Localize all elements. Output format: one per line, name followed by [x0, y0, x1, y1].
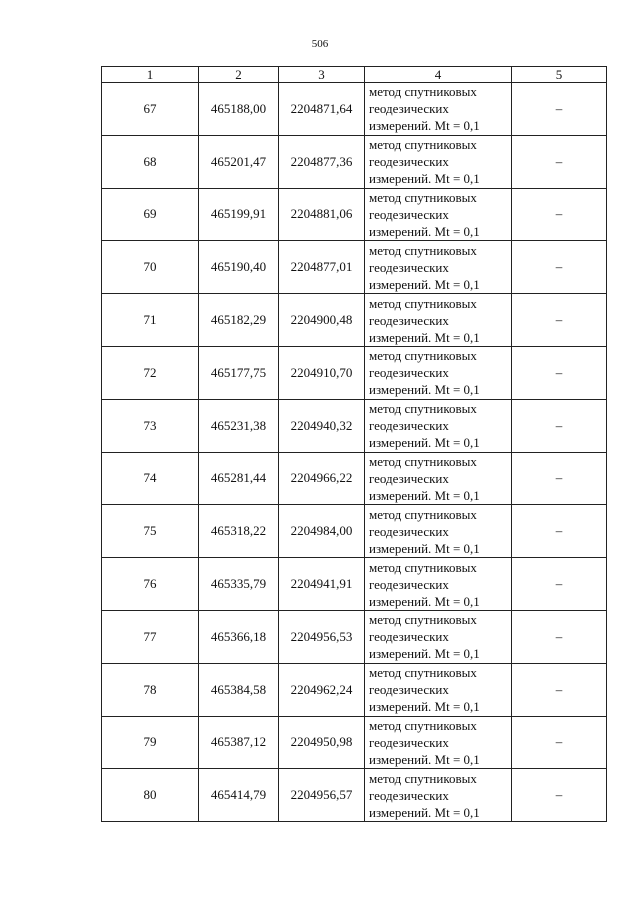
method-line: геодезических: [369, 259, 449, 275]
method-line: метод спутниковых: [369, 137, 477, 153]
coordinate-x: 465318,22: [199, 505, 279, 558]
method-line: геодезических: [369, 734, 449, 750]
method-description: [365, 769, 512, 822]
note: –: [512, 83, 607, 136]
method-line: измерений. Mt = 0,1: [369, 118, 480, 134]
note: –: [512, 294, 607, 347]
note: –: [512, 663, 607, 716]
coordinate-y: 2204900,48: [279, 294, 365, 347]
method-line: измерений. Mt = 0,1: [369, 646, 480, 662]
coordinate-x: 465281,44: [199, 452, 279, 505]
note: –: [512, 716, 607, 769]
coordinate-y: 2204956,53: [279, 610, 365, 663]
point-number: 70: [102, 241, 199, 294]
coordinate-x: 465177,75: [199, 346, 279, 399]
method-line: геодезических: [369, 154, 449, 170]
table-body: [102, 83, 607, 822]
table-row: [102, 241, 607, 294]
method-line: метод спутниковых: [369, 84, 477, 100]
table-row: [102, 83, 607, 136]
coordinate-x: 465335,79: [199, 558, 279, 611]
coordinate-y: 2204950,98: [279, 716, 365, 769]
method-line: измерений. Mt = 0,1: [369, 804, 480, 820]
coordinate-y: 2204962,24: [279, 663, 365, 716]
coordinates-table: [101, 66, 607, 822]
table-row: [102, 188, 607, 241]
method-line: метод спутниковых: [369, 242, 477, 258]
method-line: метод спутниковых: [369, 770, 477, 786]
point-number: 71: [102, 294, 199, 347]
method-line: геодезических: [369, 787, 449, 803]
method-description: [365, 188, 512, 241]
page-number: 506: [311, 38, 329, 50]
table-row: [102, 135, 607, 188]
note: –: [512, 769, 607, 822]
method-line: измерений. Mt = 0,1: [369, 329, 480, 345]
method-line: геодезических: [369, 523, 449, 539]
point-number: 74: [102, 452, 199, 505]
coordinate-x: 465199,91: [199, 188, 279, 241]
method-line: измерений. Mt = 0,1: [369, 751, 480, 767]
coordinate-x: 465182,29: [199, 294, 279, 347]
point-number: 79: [102, 716, 199, 769]
coordinate-x: 465231,38: [199, 399, 279, 452]
method-line: геодезических: [369, 470, 449, 486]
note: –: [512, 505, 607, 558]
table-row: [102, 769, 607, 822]
method-line: метод спутниковых: [369, 401, 477, 417]
method-line: геодезических: [369, 629, 449, 645]
method-description: [365, 716, 512, 769]
header-col-1: 1: [102, 67, 199, 83]
table-row: [102, 716, 607, 769]
method-line: измерений. Mt = 0,1: [369, 593, 480, 609]
method-line: геодезических: [369, 365, 449, 381]
point-number: 72: [102, 346, 199, 399]
coordinate-x: 465366,18: [199, 610, 279, 663]
method-line: геодезических: [369, 576, 449, 592]
method-line: метод спутниковых: [369, 612, 477, 628]
note: –: [512, 346, 607, 399]
note: –: [512, 241, 607, 294]
method-line: измерений. Mt = 0,1: [369, 540, 480, 556]
method-description: [365, 663, 512, 716]
coordinate-y: 2204910,70: [279, 346, 365, 399]
method-line: измерений. Mt = 0,1: [369, 487, 480, 503]
method-description: [365, 241, 512, 294]
coordinate-x: 465387,12: [199, 716, 279, 769]
method-line: геодезических: [369, 101, 449, 117]
method-line: измерений. Mt = 0,1: [369, 382, 480, 398]
point-number: 69: [102, 188, 199, 241]
method-line: измерений. Mt = 0,1: [369, 699, 480, 715]
method-line: метод спутниковых: [369, 295, 477, 311]
note: –: [512, 452, 607, 505]
method-line: метод спутниковых: [369, 453, 477, 469]
coordinate-y: 2204941,91: [279, 558, 365, 611]
method-description: [365, 610, 512, 663]
point-number: 77: [102, 610, 199, 663]
coordinate-x: 465414,79: [199, 769, 279, 822]
coordinate-y: 2204877,01: [279, 241, 365, 294]
header-col-5: 5: [512, 67, 607, 83]
table-row: [102, 558, 607, 611]
method-line: измерений. Mt = 0,1: [369, 223, 480, 239]
point-number: 75: [102, 505, 199, 558]
method-line: метод спутниковых: [369, 348, 477, 364]
point-number: 68: [102, 135, 199, 188]
table-row: [102, 452, 607, 505]
table-row: [102, 663, 607, 716]
method-description: [365, 452, 512, 505]
table-row: [102, 294, 607, 347]
coordinate-y: 2204877,36: [279, 135, 365, 188]
coordinate-x: 465188,00: [199, 83, 279, 136]
method-description: [365, 505, 512, 558]
note: –: [512, 558, 607, 611]
note: –: [512, 399, 607, 452]
table-row: [102, 610, 607, 663]
coordinate-y: 2204984,00: [279, 505, 365, 558]
method-line: геодезических: [369, 206, 449, 222]
point-number: 76: [102, 558, 199, 611]
coordinate-x: 465201,47: [199, 135, 279, 188]
point-number: 67: [102, 83, 199, 136]
note: –: [512, 188, 607, 241]
note: –: [512, 610, 607, 663]
coordinate-y: 2204881,06: [279, 188, 365, 241]
method-line: геодезических: [369, 418, 449, 434]
header-col-4: 4: [365, 67, 512, 83]
coordinate-y: 2204940,32: [279, 399, 365, 452]
method-line: метод спутниковых: [369, 559, 477, 575]
point-number: 80: [102, 769, 199, 822]
table-row: [102, 505, 607, 558]
point-number: 73: [102, 399, 199, 452]
method-line: метод спутниковых: [369, 506, 477, 522]
coordinate-x: 465384,58: [199, 663, 279, 716]
method-line: измерений. Mt = 0,1: [369, 171, 480, 187]
header-col-3: 3: [279, 67, 365, 83]
table-row: [102, 346, 607, 399]
method-description: [365, 135, 512, 188]
method-line: геодезических: [369, 682, 449, 698]
table-row: [102, 399, 607, 452]
table-header: [102, 67, 607, 83]
method-description: [365, 558, 512, 611]
method-line: геодезических: [369, 312, 449, 328]
coordinate-y: 2204871,64: [279, 83, 365, 136]
method-line: измерений. Mt = 0,1: [369, 435, 480, 451]
method-description: [365, 346, 512, 399]
method-description: [365, 83, 512, 136]
header-col-2: 2: [199, 67, 279, 83]
header-row: [102, 67, 607, 83]
method-line: метод спутниковых: [369, 665, 477, 681]
method-line: метод спутниковых: [369, 717, 477, 733]
method-description: [365, 399, 512, 452]
method-line: измерений. Mt = 0,1: [369, 276, 480, 292]
method-description: [365, 294, 512, 347]
note: –: [512, 135, 607, 188]
coordinate-y: 2204966,22: [279, 452, 365, 505]
coordinate-y: 2204956,57: [279, 769, 365, 822]
point-number: 78: [102, 663, 199, 716]
method-line: метод спутниковых: [369, 189, 477, 205]
coordinate-x: 465190,40: [199, 241, 279, 294]
